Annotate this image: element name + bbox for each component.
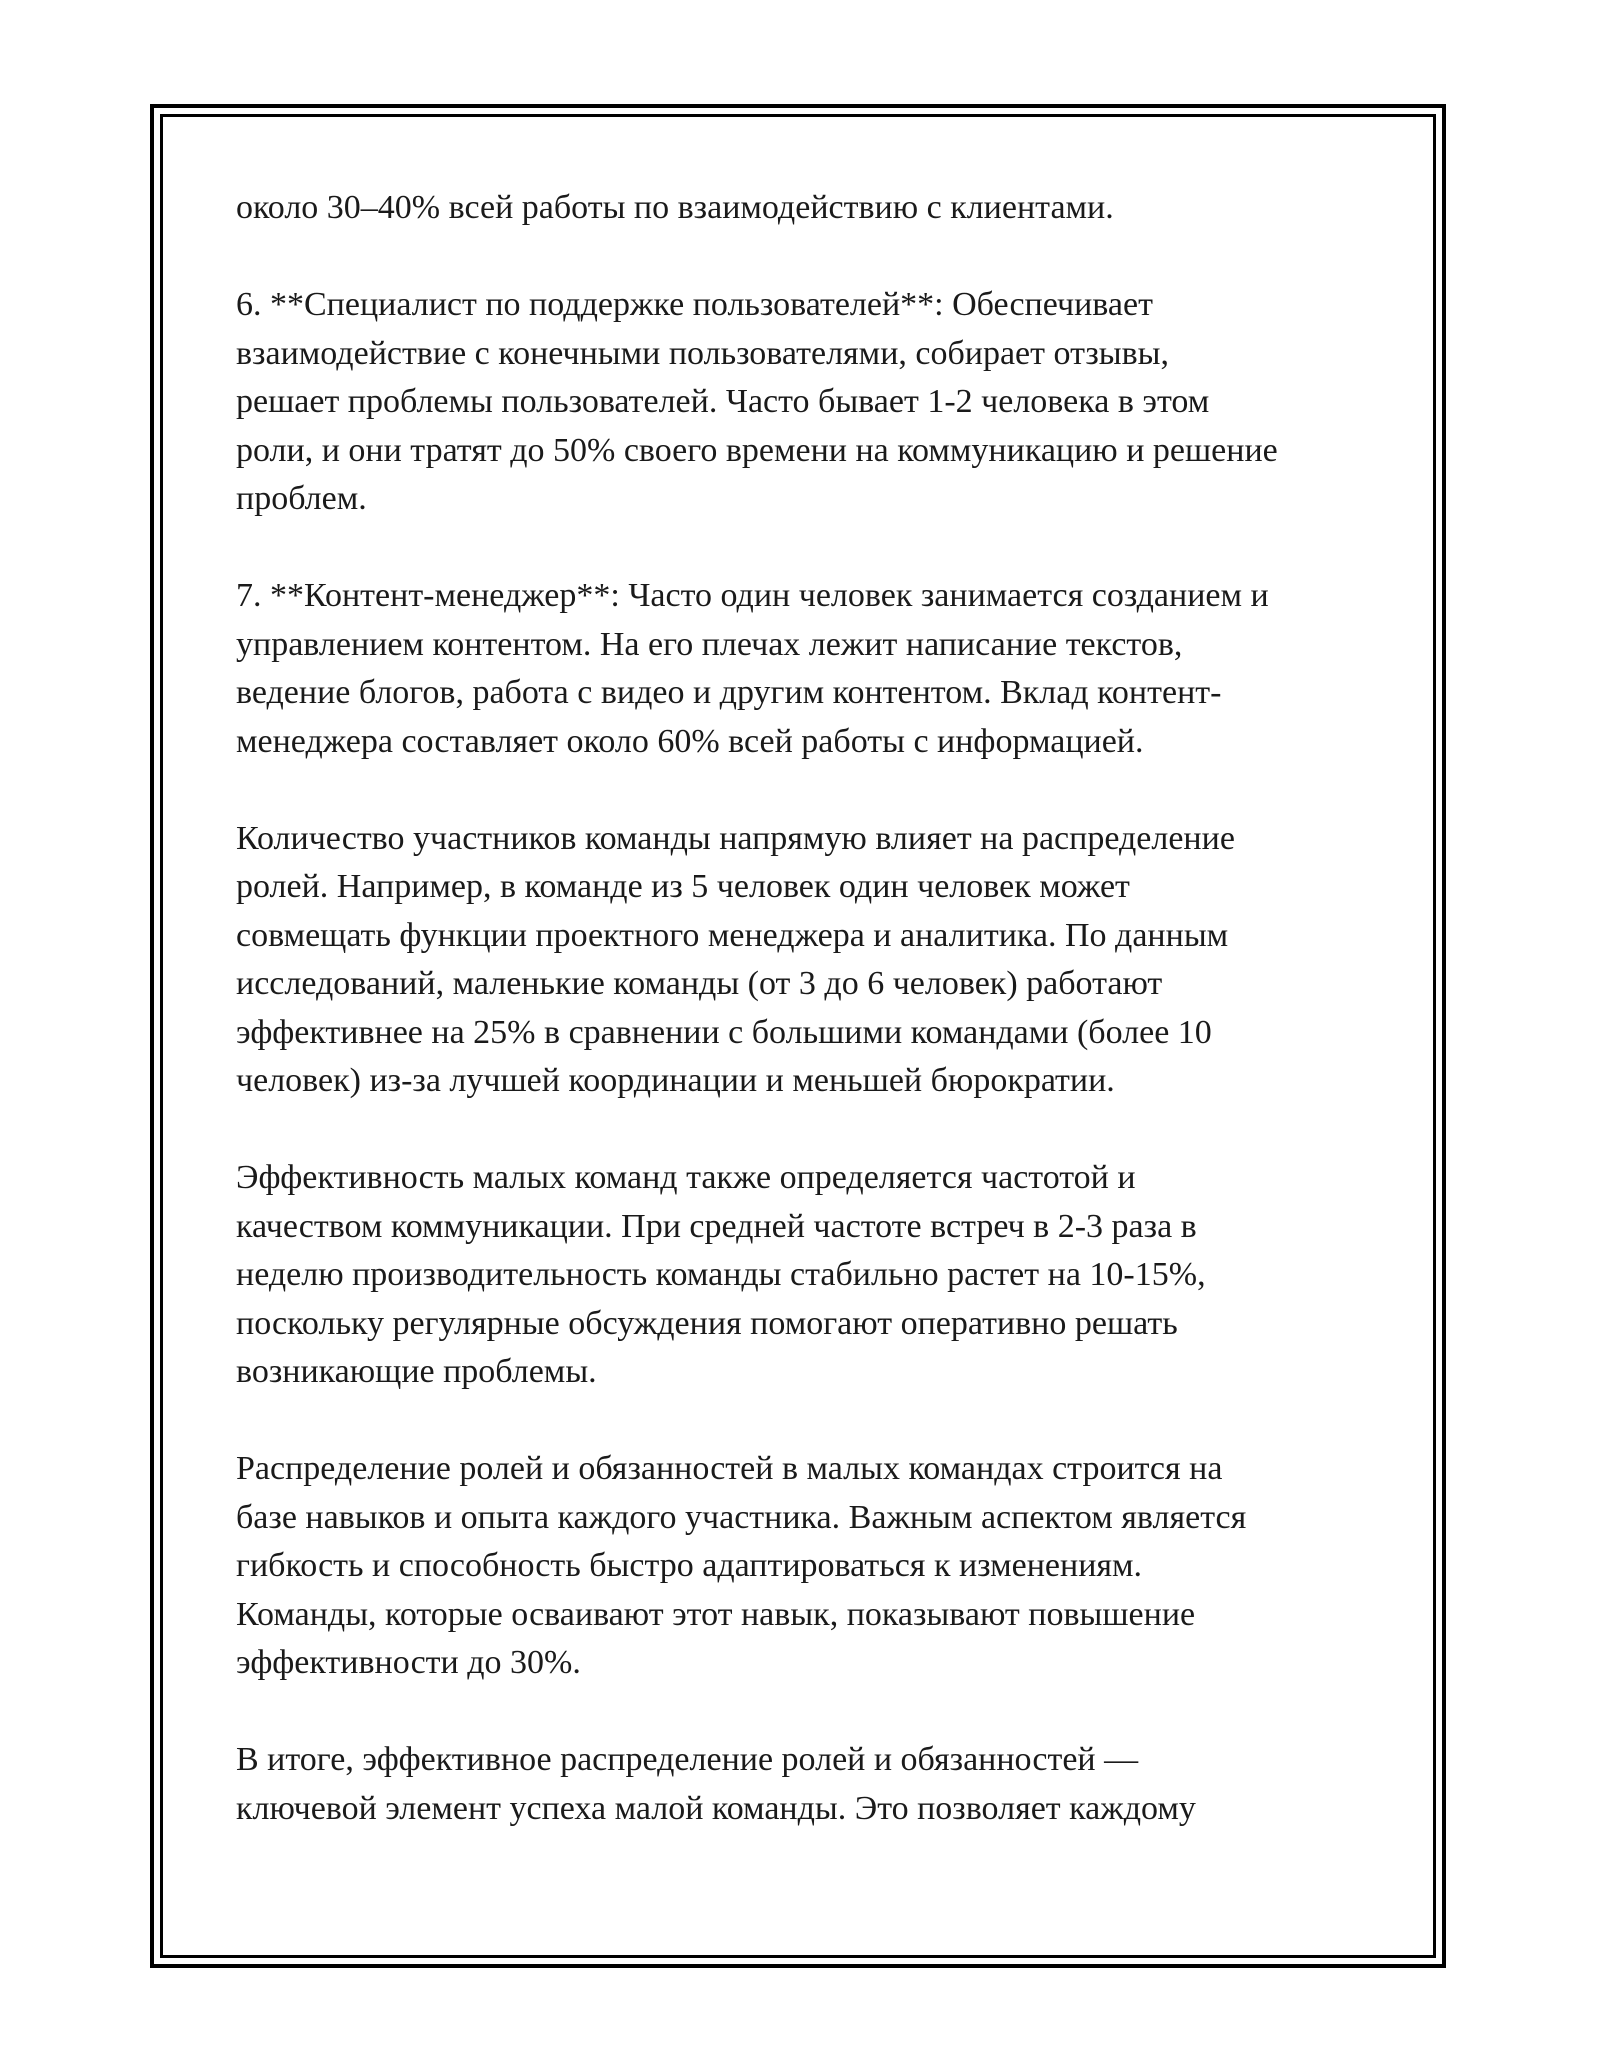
text-line: исследований, маленькие команды (от 3 до 6 человек) работают: [236, 965, 1163, 1002]
paragraph-role-distribution: [236, 1445, 1396, 1688]
text-line: эффективнее на 25% в сравнении с большими командами (более 10: [236, 1013, 1212, 1051]
paragraph-content-manager: [236, 572, 1396, 766]
text-line: Распределение ролей и обязанностей в малых командах строится на: [236, 1450, 1223, 1487]
text-line: базе навыков и опыта каждого участника. Важным аспектом является: [236, 1498, 1247, 1536]
text-line: гибкость и способность быстро адаптироваться к изменениям.: [236, 1547, 1143, 1584]
paragraph-user-support-specialist: [236, 281, 1396, 524]
text-line: ролей. Например, в команде из 5 человек один человек может: [236, 868, 1130, 905]
text-line: неделю производительность команды стабильно растет на 10-15%,: [236, 1256, 1206, 1293]
text-line: В итоге, эффективное распределение ролей и обязанностей —: [236, 1741, 1139, 1778]
paragraph-communication: [236, 1154, 1396, 1397]
document-body: [236, 184, 1396, 1882]
text-line: 6. **Специалист по поддержке пользователей**: Обеспечивает: [236, 286, 1153, 323]
paragraph-team-size: [236, 815, 1396, 1106]
text-line: Команды, которые осваивают этот навык, показывают повышение: [236, 1595, 1196, 1633]
text-line: человек) из-за лучшей координации и меньшей бюрократии.: [236, 1062, 1115, 1099]
text-line: роли, и они тратят до 50% своего времени на коммуникацию и решение: [236, 431, 1278, 469]
text-line: около 30–40% всей работы по взаимодействию с клиентами.: [236, 189, 1114, 226]
text-line: 7. **Контент-менеджер**: Часто один человек занимается созданием и: [236, 577, 1269, 614]
paragraph-conclusion: [236, 1736, 1396, 1833]
text-line: совмещать функции проектного менеджера и аналитика. По данным: [236, 916, 1229, 954]
text-line: взаимодействие с конечными пользователями, собирает отзывы,: [236, 334, 1170, 372]
text-line: Количество участников команды напрямую влияет на распределение: [236, 819, 1235, 857]
text-line: качеством коммуникации. При средней частоте встреч в 2-3 раза в: [236, 1207, 1197, 1245]
text-line: ключевой элемент успеха малой команды. Это позволяет каждому: [236, 1789, 1196, 1827]
text-line: возникающие проблемы.: [236, 1353, 597, 1390]
text-line: проблем.: [236, 480, 367, 517]
text-line: решает проблемы пользователей. Часто бывает 1-2 человека в этом: [236, 383, 1210, 420]
text-line: поскольку регулярные обсуждения помогают оперативно решать: [236, 1304, 1178, 1342]
text-line: менеджера составляет около 60% всей работы с информацией.: [236, 722, 1144, 760]
paragraph-continuation: [236, 184, 1396, 233]
text-line: Эффективность малых команд также определяется частотой и: [236, 1159, 1136, 1196]
text-line: ведение блогов, работа с видео и другим контентом. Вклад контент-: [236, 674, 1222, 711]
text-line: управлением контентом. На его плечах лежит написание текстов,: [236, 625, 1183, 663]
text-line: эффективности до 30%.: [236, 1644, 581, 1681]
